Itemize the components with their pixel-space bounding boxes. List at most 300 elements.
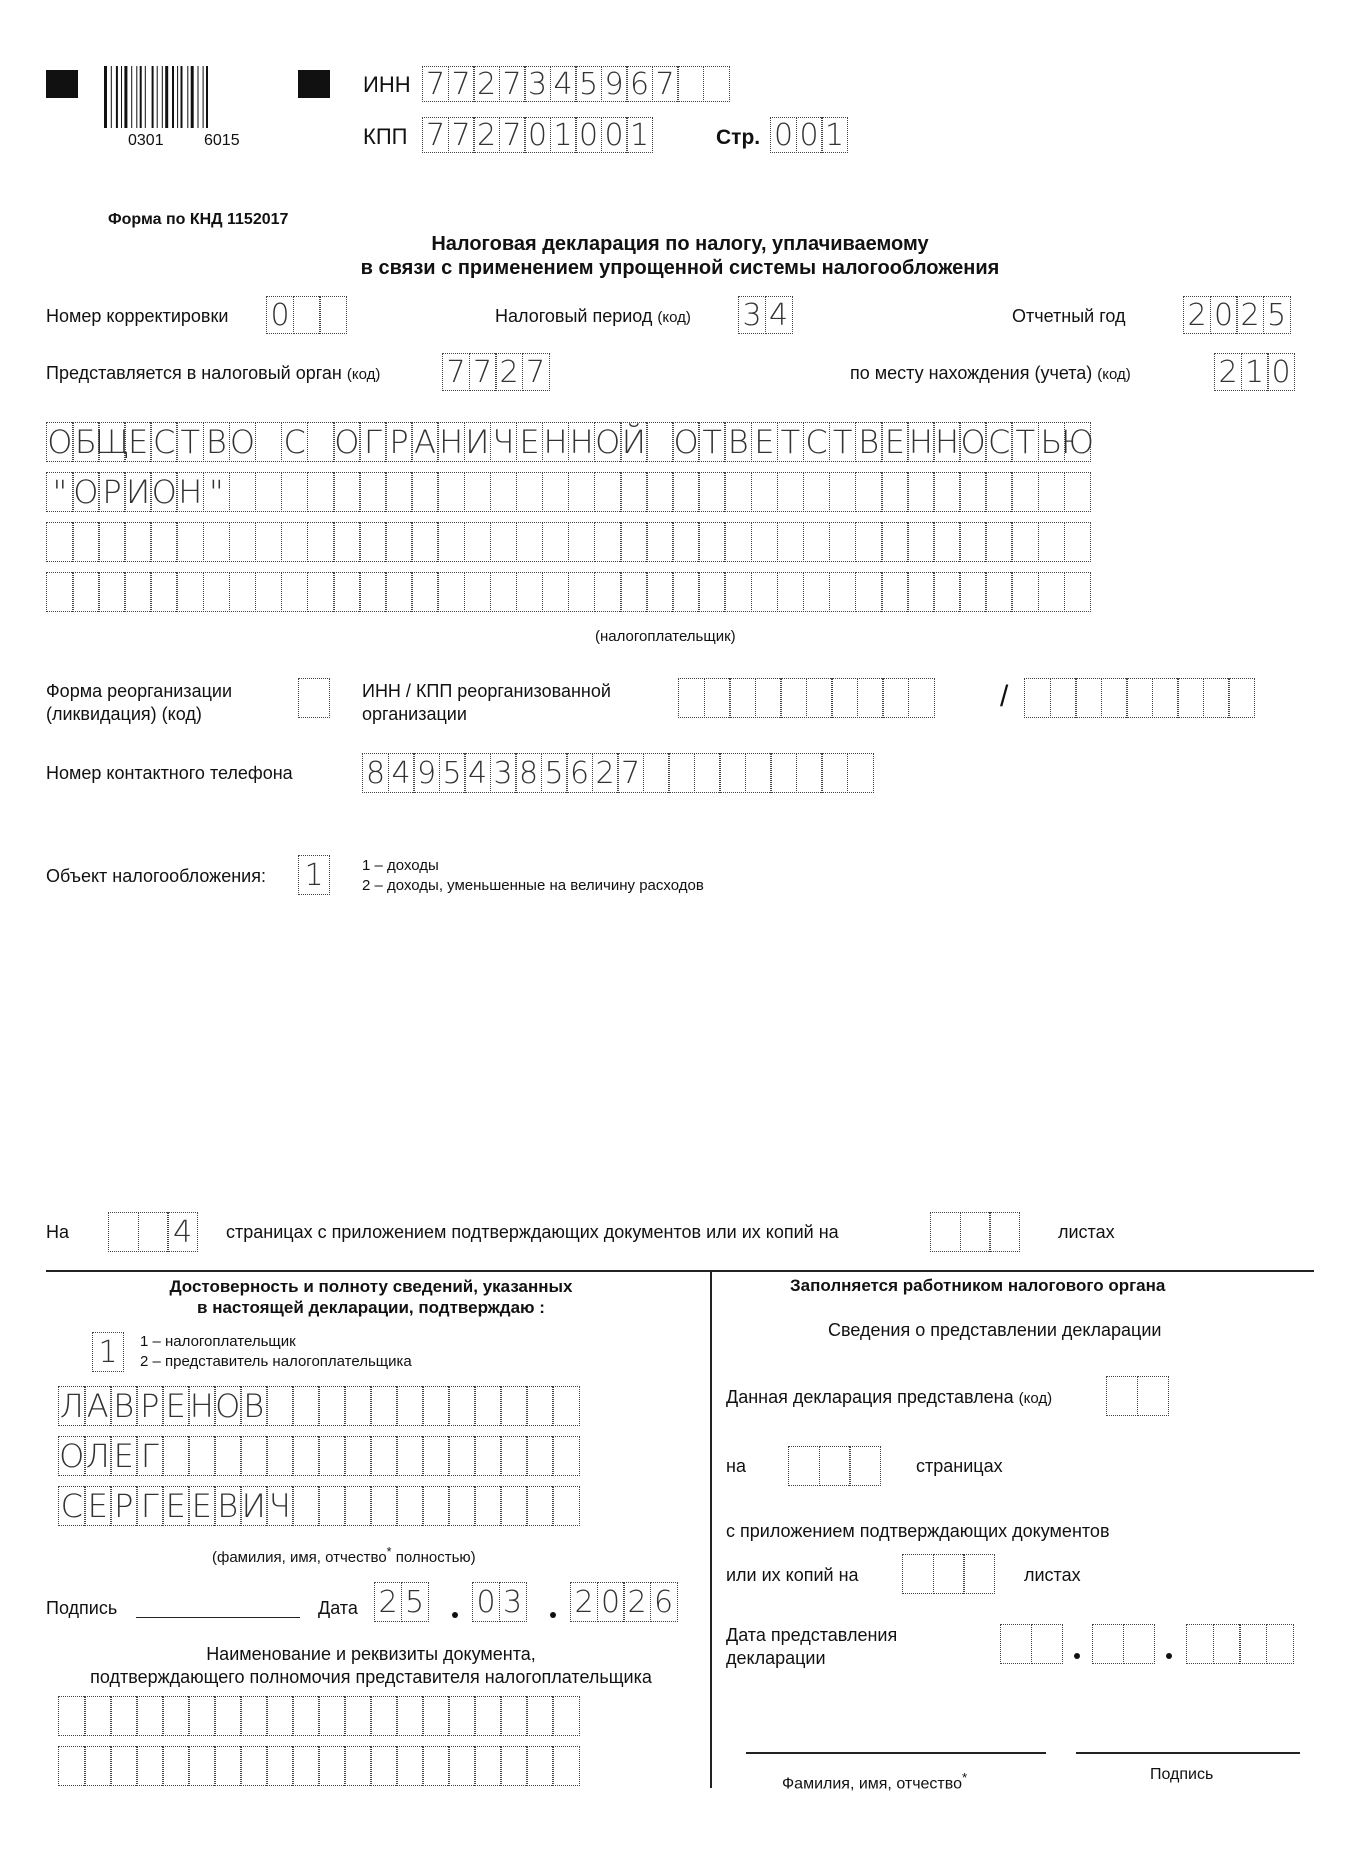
- barcode-bar: [165, 66, 168, 128]
- char-cell: [474, 1436, 502, 1476]
- char-cell: [881, 572, 909, 612]
- char-cell: [292, 1486, 320, 1526]
- char-cell: 7: [499, 66, 526, 102]
- char-cell: [526, 1746, 554, 1786]
- reorg-inn-kpp-label-1: ИНН / КПП реорганизованной: [362, 681, 611, 701]
- char-cell: [266, 1746, 294, 1786]
- char-cell: [370, 1746, 398, 1786]
- reorg-form-label-1: Форма реорганизации: [46, 681, 232, 701]
- char-cell: [46, 572, 74, 612]
- char-cell: 5: [541, 753, 568, 793]
- char-cell: [307, 572, 335, 612]
- name-cells[interactable]: [58, 1436, 580, 1476]
- char-cell: [568, 472, 596, 512]
- presentation-date-day-cells[interactable]: [1000, 1624, 1063, 1664]
- char-cell: [124, 522, 152, 562]
- char-cell: [266, 1696, 294, 1736]
- char-cell: [672, 472, 700, 512]
- phone-label: Номер контактного телефона: [46, 763, 293, 783]
- char-cell: [500, 1486, 528, 1526]
- char-cell: Т: [698, 422, 726, 462]
- char-cell: [1011, 472, 1039, 512]
- char-cell: [568, 572, 596, 612]
- char-cell: [448, 1746, 476, 1786]
- taxpayer-name-line-4[interactable]: [46, 572, 1091, 612]
- char-cell: 0: [597, 1582, 625, 1622]
- barcode-bar: [187, 66, 188, 128]
- barcode-number-left: 0301: [128, 132, 164, 149]
- char-cell: [162, 1696, 190, 1736]
- officer-fio-label: [782, 1770, 967, 1793]
- char-cell: 7: [448, 117, 475, 153]
- char-cell: [1064, 572, 1092, 612]
- char-cell: [1038, 472, 1066, 512]
- location-cells[interactable]: [1214, 353, 1295, 391]
- date-separator-1: [452, 1612, 458, 1618]
- taxpayer-caption: (налогоплательщик): [595, 628, 736, 645]
- char-cell: [719, 753, 746, 793]
- char-cell: [1031, 1624, 1063, 1664]
- char-cell: [1011, 522, 1039, 562]
- char-cell: [98, 522, 126, 562]
- char-cell: [1152, 678, 1179, 718]
- officer-signature-line[interactable]: [1076, 1752, 1300, 1754]
- pages-cells[interactable]: [108, 1212, 198, 1252]
- presented-code-suffix: (код): [1018, 1390, 1053, 1407]
- presented-label: [726, 1387, 1052, 1408]
- char-cell: [829, 522, 857, 562]
- barcode-bar: [157, 66, 158, 128]
- char-cell: [474, 1486, 502, 1526]
- char-cell: [110, 1696, 138, 1736]
- year-label: Отчетный год: [1012, 306, 1126, 326]
- char-cell: [882, 678, 909, 718]
- char-cell: 5: [401, 1582, 429, 1622]
- patronymic-cells[interactable]: [58, 1486, 580, 1526]
- char-cell: С: [150, 422, 178, 462]
- attachment-sheets-cells[interactable]: [930, 1212, 1020, 1252]
- inn-cells[interactable]: [422, 66, 730, 102]
- char-cell: [1038, 522, 1066, 562]
- object-cells[interactable]: [298, 855, 330, 895]
- char-cell: [1213, 1624, 1241, 1664]
- right-block-subtitle: Сведения о представлении декларации: [828, 1320, 1162, 1340]
- char-cell: Г: [136, 1486, 164, 1526]
- on-label: на: [726, 1456, 746, 1476]
- char-cell: [490, 572, 518, 612]
- char-cell: [777, 472, 805, 512]
- reorg-form-cells[interactable]: [298, 678, 330, 718]
- pages-suffix: листах: [1058, 1222, 1115, 1242]
- barcode-bar: [181, 66, 183, 128]
- char-cell: [292, 1436, 320, 1476]
- date-day-cells[interactable]: [374, 1582, 429, 1622]
- reorg-form-label: [46, 680, 232, 726]
- barcode-bar: [191, 66, 194, 128]
- char-cell: [344, 1696, 372, 1736]
- barcode-bar: [172, 66, 174, 128]
- char-cell: [704, 678, 731, 718]
- char-cell: ": [203, 472, 231, 512]
- char-cell: [646, 472, 674, 512]
- char-cell: [831, 678, 858, 718]
- char-cell: Н: [543, 423, 568, 461]
- correction-label: Номер корректировки: [46, 306, 229, 326]
- char-cell: [318, 1696, 346, 1736]
- left-block-title: [46, 1276, 696, 1318]
- char-cell: 7: [422, 66, 449, 102]
- char-cell: О: [229, 423, 256, 461]
- char-cell: [677, 66, 704, 102]
- char-cell: [907, 522, 935, 562]
- char-cell: О: [151, 473, 177, 511]
- char-cell: Н: [439, 423, 464, 461]
- char-cell: [907, 472, 935, 512]
- title-line-2: в связи с применением упрощенной системы налогообложения: [360, 257, 1000, 279]
- char-cell: 0: [1210, 296, 1238, 334]
- char-cell: Е: [751, 422, 779, 462]
- char-cell: Й: [621, 423, 646, 461]
- char-cell: [474, 1746, 502, 1786]
- char-cell: [385, 572, 413, 612]
- char-cell: [829, 472, 857, 512]
- char-cell: Н: [178, 473, 203, 511]
- char-cell: [136, 1696, 164, 1736]
- char-cell: [803, 472, 831, 512]
- char-cell: [176, 572, 204, 612]
- year-cells[interactable]: [1183, 296, 1291, 334]
- char-cell: [668, 753, 695, 793]
- char-cell: Ч: [266, 1486, 294, 1526]
- signer-type-cells[interactable]: [92, 1332, 124, 1372]
- reorg-inn-kpp-label: [362, 680, 611, 726]
- taxpayer-name-line-1[interactable]: [46, 422, 1094, 462]
- char-cell: [385, 522, 413, 562]
- char-cell: Р: [385, 422, 413, 462]
- char-cell: 1: [92, 1332, 124, 1372]
- presentation-date-label: [726, 1624, 897, 1670]
- signer-option-1: 1 – налогоплательщик: [140, 1333, 296, 1350]
- char-cell: [803, 522, 831, 562]
- signature-line[interactable]: [136, 1617, 300, 1618]
- date-label: Дата: [318, 1598, 358, 1618]
- char-cell: [319, 296, 347, 334]
- char-cell: 0: [770, 117, 797, 153]
- char-cell: [448, 1436, 476, 1476]
- taxpayer-name-line-3[interactable]: [46, 522, 1091, 562]
- char-cell: [516, 522, 544, 562]
- char-cell: Е: [881, 422, 909, 462]
- char-cell: [396, 1696, 424, 1736]
- attach-label-2: или их копий на: [726, 1565, 859, 1585]
- char-cell: [292, 1696, 320, 1736]
- char-cell: [855, 572, 883, 612]
- char-cell: [552, 1696, 580, 1736]
- char-cell: [1203, 678, 1230, 718]
- char-cell: [464, 522, 492, 562]
- char-cell: 7: [652, 66, 679, 102]
- tax-office-label-text: Представляется в налоговый орган: [46, 363, 342, 383]
- attach-label-1: с приложением подтверждающих документов: [726, 1521, 1110, 1541]
- char-cell: [855, 522, 883, 562]
- char-cell: [542, 522, 570, 562]
- char-cell: [620, 522, 648, 562]
- char-cell: [307, 522, 335, 562]
- char-cell: [1024, 678, 1051, 718]
- char-cell: Л: [59, 1387, 84, 1425]
- char-cell: 2: [473, 66, 500, 102]
- char-cell: [307, 422, 335, 462]
- char-cell: [745, 753, 772, 793]
- char-cell: [240, 1436, 268, 1476]
- char-cell: [176, 522, 204, 562]
- location-code-suffix: (код): [1097, 366, 1131, 383]
- char-cell: [1050, 678, 1077, 718]
- kpp-label: КПП: [363, 124, 408, 149]
- char-cell: 7: [442, 353, 470, 391]
- char-cell: С: [803, 422, 831, 462]
- location-label: [850, 363, 1131, 384]
- tax-office-cells[interactable]: [442, 353, 550, 391]
- char-cell: 2: [570, 1582, 598, 1622]
- char-cell: [1177, 678, 1204, 718]
- char-cell: [333, 572, 361, 612]
- reorg-inn-cells[interactable]: [678, 678, 935, 718]
- char-cell: [1126, 678, 1153, 718]
- char-cell: [370, 1436, 398, 1476]
- period-label-text: Налоговый период: [495, 306, 653, 326]
- char-cell: И: [465, 423, 490, 461]
- char-cell: [422, 1486, 450, 1526]
- char-cell: [643, 753, 670, 793]
- char-cell: 2: [374, 1582, 402, 1622]
- char-cell: [437, 522, 465, 562]
- reorg-slash: /: [1000, 680, 1009, 713]
- char-cell: 0: [266, 296, 294, 334]
- taxpayer-name-line-2[interactable]: [46, 472, 1091, 512]
- char-cell: Е: [124, 422, 152, 462]
- char-cell: [796, 753, 823, 793]
- char-cell: [229, 522, 257, 562]
- char-cell: С: [985, 422, 1013, 462]
- barcode-bar: [121, 66, 122, 128]
- char-cell: О: [673, 423, 699, 461]
- pages-prefix: На: [46, 1222, 70, 1242]
- left-block-title-1: Достоверность и полноту сведений, указанных: [169, 1277, 573, 1296]
- char-cell: 8: [515, 753, 542, 793]
- office-pages-cells[interactable]: [788, 1446, 881, 1486]
- char-cell: [755, 678, 782, 718]
- char-cell: [724, 522, 752, 562]
- correction-cells[interactable]: [266, 296, 347, 334]
- barcode-bar: [177, 66, 178, 128]
- char-cell: [188, 1436, 216, 1476]
- char-cell: [448, 1696, 476, 1736]
- char-cell: 4: [550, 66, 577, 102]
- surname-cells[interactable]: [58, 1386, 580, 1426]
- corner-marker-left: [46, 70, 78, 98]
- char-cell: [698, 572, 726, 612]
- presentation-date-separator-2: [1166, 1653, 1172, 1659]
- reorg-form-label-2: (ликвидация) (код): [46, 704, 202, 724]
- authority-doc-line-2[interactable]: [58, 1746, 580, 1786]
- char-cell: [829, 572, 857, 612]
- char-cell: [729, 678, 756, 718]
- char-cell: [359, 472, 387, 512]
- authority-doc-line-1[interactable]: [58, 1696, 580, 1736]
- char-cell: [881, 472, 909, 512]
- char-cell: [333, 472, 361, 512]
- char-cell: [751, 472, 779, 512]
- char-cell: [678, 678, 705, 718]
- char-cell: [542, 572, 570, 612]
- char-cell: [552, 1386, 580, 1426]
- char-cell: [1101, 678, 1128, 718]
- char-cell: [959, 572, 987, 612]
- char-cell: [1064, 522, 1092, 562]
- char-cell: [396, 1746, 424, 1786]
- char-cell: [985, 572, 1013, 612]
- char-cell: [266, 1436, 294, 1476]
- char-cell: 1: [626, 117, 653, 153]
- fio-footnote-star: *: [386, 1545, 392, 1559]
- char-cell: [500, 1696, 528, 1736]
- char-cell: [646, 422, 674, 462]
- char-cell: Ь: [1038, 422, 1066, 462]
- presentation-date-month-cells[interactable]: [1092, 1624, 1155, 1664]
- char-cell: [72, 572, 100, 612]
- char-cell: 3: [490, 753, 517, 793]
- date-year-cells[interactable]: [570, 1582, 678, 1622]
- reorg-kpp-cells[interactable]: [1024, 678, 1255, 718]
- char-cell: [124, 572, 152, 612]
- char-cell: [333, 522, 361, 562]
- char-cell: Н: [908, 423, 933, 461]
- char-cell: [240, 1746, 268, 1786]
- location-label-text: по месту нахождения (учета): [850, 363, 1093, 383]
- char-cell: [1228, 678, 1255, 718]
- char-cell: [490, 472, 518, 512]
- officer-fio-line[interactable]: [746, 1752, 1046, 1754]
- barcode-bar: [162, 66, 163, 128]
- char-cell: О: [73, 473, 99, 511]
- kpp-cells[interactable]: [422, 117, 653, 153]
- char-cell: Р: [136, 1386, 164, 1426]
- char-cell: [411, 572, 439, 612]
- char-cell: В: [214, 1486, 242, 1526]
- char-cell: О: [960, 423, 986, 461]
- barcode-bar: [140, 66, 142, 128]
- char-cell: Ю: [1060, 423, 1094, 461]
- char-cell: [203, 572, 231, 612]
- page-number-cells[interactable]: [770, 117, 848, 153]
- char-cell: [188, 1696, 216, 1736]
- char-cell: [646, 522, 674, 562]
- authority-doc-label-2: подтверждающего полномочия представителя налогоплательщика: [90, 1667, 652, 1687]
- fio-caption-end: полностью): [395, 1549, 476, 1566]
- char-cell: 0: [796, 117, 823, 153]
- authority-doc-label-1: Наименование и реквизиты документа,: [206, 1644, 536, 1664]
- presentation-date-year-cells[interactable]: [1186, 1624, 1294, 1664]
- char-cell: [490, 522, 518, 562]
- char-cell: [1064, 472, 1092, 512]
- char-cell: 9: [601, 66, 628, 102]
- char-cell: [902, 1554, 934, 1594]
- reorg-inn-kpp-label-2: организации: [362, 704, 467, 724]
- char-cell: [908, 678, 935, 718]
- char-cell: [370, 1696, 398, 1736]
- char-cell: О: [595, 423, 621, 461]
- char-cell: [98, 572, 126, 612]
- char-cell: [694, 753, 721, 793]
- presented-code-cells[interactable]: [1106, 1376, 1169, 1416]
- char-cell: [500, 1436, 528, 1476]
- char-cell: [292, 1746, 320, 1786]
- barcode-bar: [152, 66, 154, 128]
- phone-cells[interactable]: [362, 753, 874, 793]
- char-cell: [240, 1696, 268, 1736]
- char-cell: О: [47, 423, 73, 461]
- corner-marker-right: [298, 70, 330, 98]
- char-cell: 0: [472, 1582, 500, 1622]
- char-cell: [847, 753, 874, 793]
- char-cell: [162, 1436, 190, 1476]
- barcode-bar: [104, 66, 107, 128]
- char-cell: 2: [1236, 296, 1264, 334]
- char-cell: [620, 472, 648, 512]
- date-month-cells[interactable]: [472, 1582, 527, 1622]
- char-cell: [959, 522, 987, 562]
- page-label: Стр.: [716, 126, 761, 149]
- char-cell: С: [58, 1486, 86, 1526]
- char-cell: [396, 1436, 424, 1476]
- char-cell: [933, 522, 961, 562]
- char-cell: [307, 472, 335, 512]
- object-label: Объект налогообложения:: [46, 866, 266, 886]
- char-cell: [821, 753, 848, 793]
- char-cell: Р: [110, 1486, 138, 1526]
- char-cell: [933, 472, 961, 512]
- office-sheets-cells[interactable]: [902, 1554, 995, 1594]
- char-cell: Т: [1011, 422, 1039, 462]
- char-cell: С: [281, 422, 309, 462]
- char-cell: [255, 522, 283, 562]
- char-cell: [1011, 572, 1039, 612]
- inn-label: ИНН: [363, 72, 411, 97]
- char-cell: [620, 572, 648, 612]
- period-cells[interactable]: [738, 296, 793, 334]
- char-cell: 1: [550, 117, 577, 153]
- period-code-suffix: (код): [657, 309, 691, 326]
- char-cell: 7: [522, 353, 550, 391]
- presentation-date-label-1: Дата представления: [726, 1625, 898, 1645]
- horizontal-separator: [46, 1270, 1314, 1272]
- char-cell: [516, 472, 544, 512]
- char-cell: [930, 1212, 961, 1252]
- barcode-bar: [111, 66, 112, 128]
- char-cell: [255, 422, 283, 462]
- char-cell: [84, 1696, 112, 1736]
- char-cell: [344, 1746, 372, 1786]
- char-cell: 2: [1214, 353, 1242, 391]
- date-separator-2: [550, 1612, 556, 1618]
- tax-office-label: [46, 363, 380, 384]
- char-cell: Е: [188, 1486, 216, 1526]
- char-cell: [214, 1436, 242, 1476]
- char-cell: [385, 472, 413, 512]
- char-cell: В: [855, 422, 883, 462]
- char-cell: Е: [110, 1436, 138, 1476]
